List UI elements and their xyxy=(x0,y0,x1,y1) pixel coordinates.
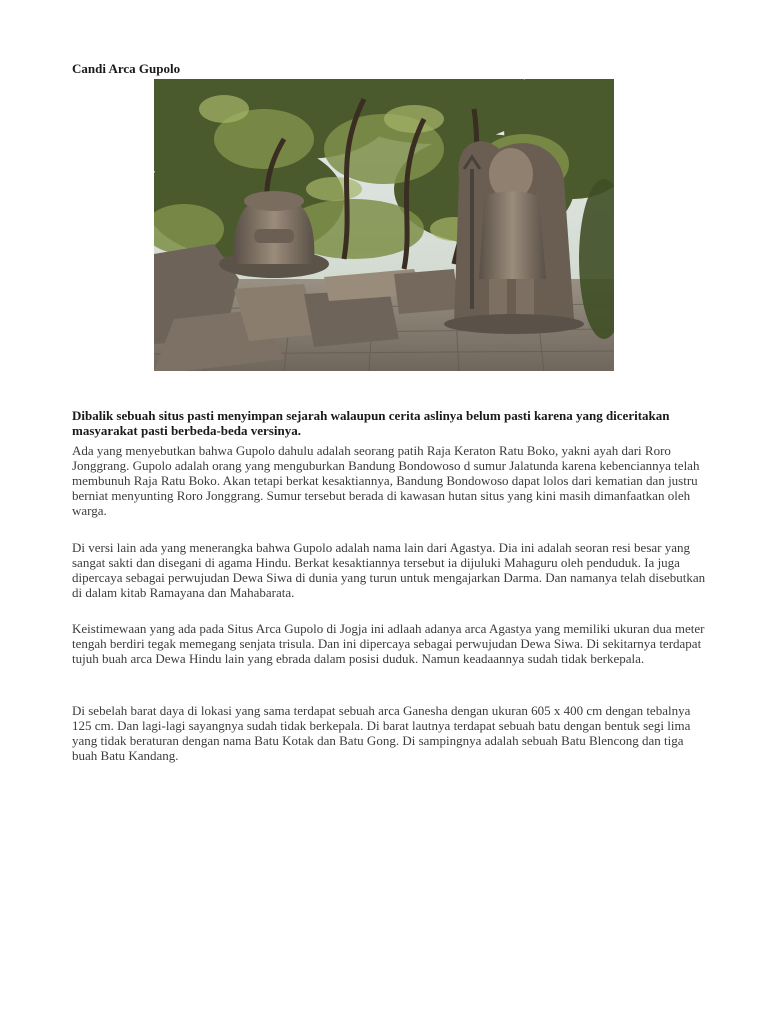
body-paragraph: Di sebelah barat daya di lokasi yang sama terdapat sebuah arca Ganesha dengan ukuran 605 x 400 cm dengan tebalnya 125 cm. Dan lagi-lagi sayangnya sudah tidak berkepala. Di barat lautnya terdapat sebuah batu dengan bentuk segi lima yang tidak beraturan dengan nama Batu Kotak dan Batu Gong. Di sampingnya adalah sebuah Batu Blencong dan tiga buah Batu Kandang. xyxy=(72,703,691,763)
body-paragraph: Keistimewaan yang ada pada Situs Arca Gupolo di Jogja ini adlaah adanya arca Agastya yang memiliki ukuran dua meter tengah berdiri tegak memegang senjata trisula. Dan ini dipercaya sebagai perwujudan Dewa Siwa. Di sekitarnya terdapat tujuh buah arca Dewa Hindu lain yang ebrada dalam posisi duduk. Namun keadaannya sudah tidak berkepala. xyxy=(72,621,705,666)
lead-paragraph: Dibalik sebuah situs pasti menyimpan sejarah walaupun cerita aslinya belum pasti karena yang diceritakan masyarakat pasti berbeda-beda versinya. xyxy=(72,408,670,438)
body-paragraph: Ada yang menyebutkan bahwa Gupolo dahulu adalah seorang patih Raja Keraton Ratu Boko, yakni ayah dari Roro Jonggrang. Gupolo adalah orang yang menguburkan Bandung Bondowoso d sumur Jalatunda karena kebenciannya telah membunuh Raja Ratu Boko. Akan tetapi berkat kesaktiannya, Bandung Bondowoso dapat lolos dari kematian dan justru berniat menyunting Roro Jonggrang. Sumur tersebut berada di kawasan hutan situs yang kini masih dimanfaatkan oleh warga. xyxy=(72,443,700,518)
body-paragraph: Di versi lain ada yang menerangka bahwa Gupolo adalah nama lain dari Agastya. Dia ini adalah seoran resi besar yang sangat sakti dan disegani di agama Hindu. Berkat kesaktiannya tersebut ia dijuluki Mahaguru oleh penduduk. Ia juga dipercaya sebagai perwujudan Dewa Siwa di dunia yang turun untuk mengajarkan Darma. Dan namanya telah disebutkan di dalam kitab Ramayana dan Mahabarata. xyxy=(72,540,706,600)
statue-photo xyxy=(154,79,614,371)
photo-illustration xyxy=(154,79,614,371)
document-title: Candi Arca Gupolo xyxy=(72,61,181,76)
